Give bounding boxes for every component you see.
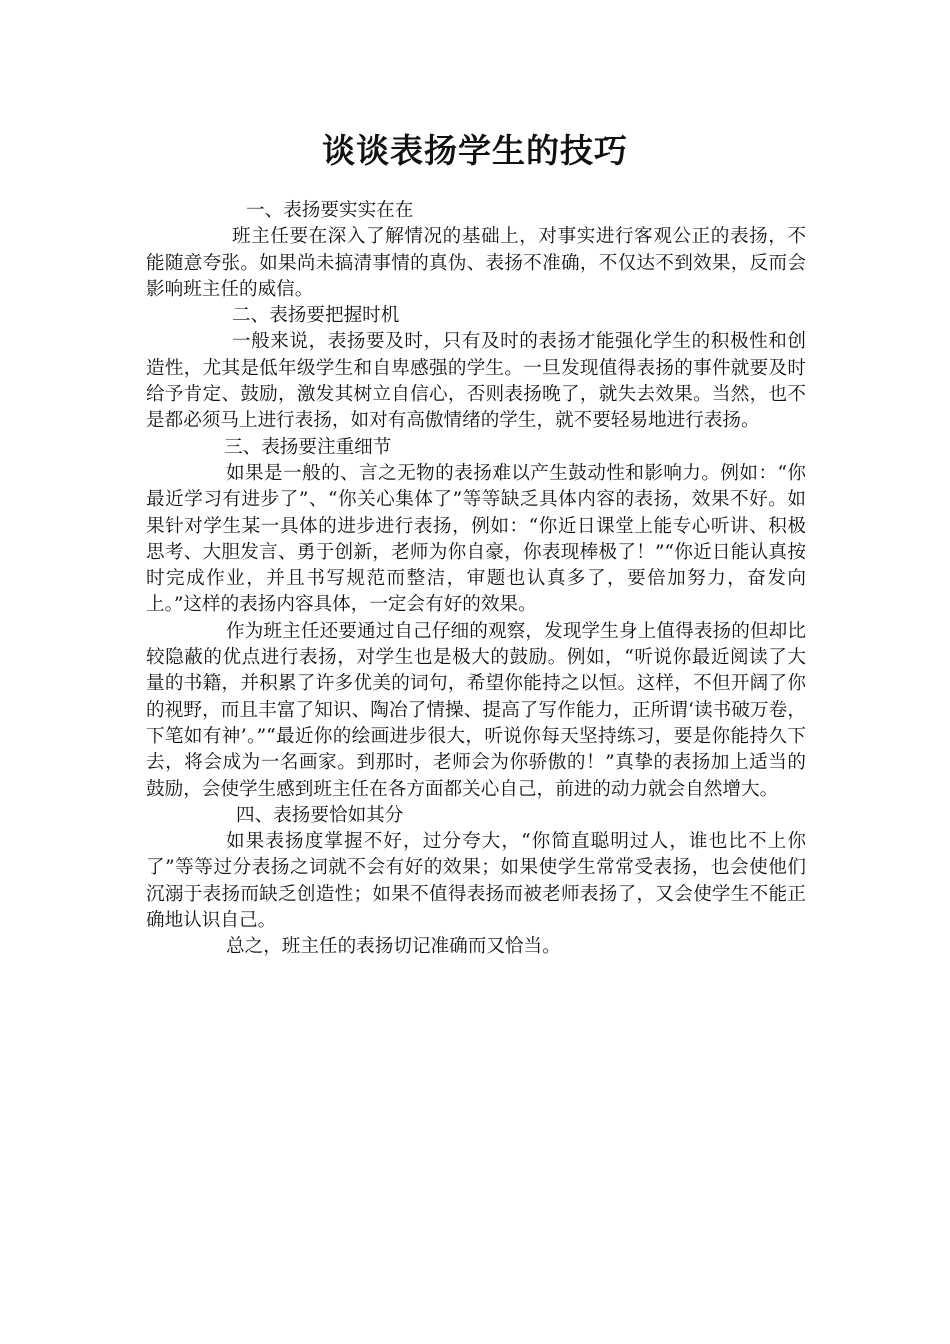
section-1-paragraph-1: 班主任要在深入了解情况的基础上，对事实进行客观公正的表扬，不能随意夸张。如果尚未搞清事情的真伪、表扬不准确，不仅达不到效果，反而会影响班主任的威信。	[146, 226, 806, 300]
section-3-paragraph-2: 作为班主任还要通过自己仔细的观察，发现学生身上值得表扬的但却比较隐蔽的优点进行表扬，对学生也是极大的鼓励。例如，“听说你最近阅读了大量的书籍，并积累了许多优美的词句，希望你能持之以恒。这样，不但开阔了你的视野，而且丰富了知识、陶冶了情操、提高了写作能力，正所谓‘读书破万卷，下笔如有神’。”“最近你的绘画进步很大，听说你每天坚持练习，要是你能持久下去，将会成为一名画家。到那时，老师会为你骄傲的！”真挚的表扬加上适当的鼓励，会使学生感到班主任在各方面都关心自己，前进的动力就会自然增大。	[146, 620, 806, 800]
section-2-paragraph-1: 一般来说，表扬要及时，只有及时的表扬才能强化学生的积极性和创造性，尤其是低年级学生和自卑感强的学生。一旦发现值得表扬的事件就要及时给予肯定、鼓励，激发其树立自信心，否则表扬晚了，就失去效果。当然，也不是都必须马上进行表扬，如对有高傲情绪的学生，就不要轻易地进行表扬。	[146, 331, 806, 432]
section-heading-2: 二、表扬要把握时机	[232, 305, 400, 327]
conclusion-paragraph: 总之，班主任的表扬切记准确而又恰当。	[226, 936, 561, 958]
section-heading-3: 三、表扬要注重细节	[224, 436, 392, 458]
document-title: 谈谈表扬学生的技巧	[322, 131, 628, 170]
section-4-paragraph-1: 如果表扬度掌握不好，过分夸大，“你简直聪明过人，谁也比不上你了”等等过分表扬之词就不会有好的效果；如果使学生常常受表扬，也会使他们沉溺于表扬而缺乏创造性；如果不值得表扬而被老师表扬了，又会使学生不能正确地认识自己。	[146, 831, 806, 932]
section-heading-1: 一、表扬要实实在在	[246, 200, 414, 221]
document-body	[146, 198, 806, 961]
section-heading-4: 四、表扬要恰如其分	[236, 804, 404, 826]
section-3-paragraph-1: 如果是一般的、言之无物的表扬难以产生鼓动性和影响力。例如：“你最近学习有进步了”、“你关心集体了”等等缺乏具体内容的表扬，效果不好。如果针对学生某一具体的进步进行表扬，例如：“你近日课堂上能专心听讲、积极思考、大胆发言、勇于创新，老师为你自豪，你表现棒极了！”“你近日能认真按时完成作业，并且书写规范而整洁，审题也认真多了，要倍加努力，奋发向上。”这样的表扬内容具体，一定会有好的效果。	[146, 462, 806, 616]
